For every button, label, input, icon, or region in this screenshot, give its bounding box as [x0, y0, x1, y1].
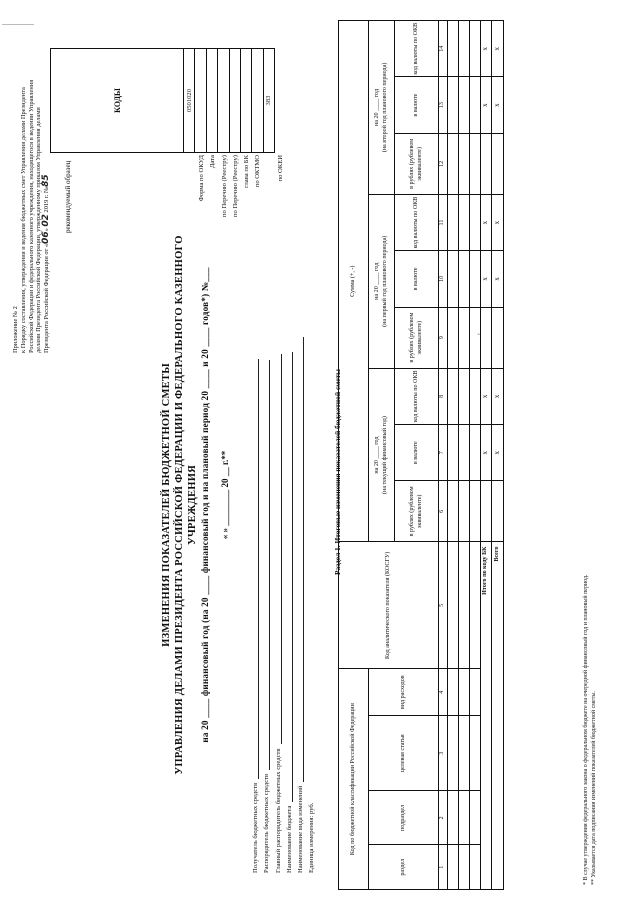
table-cell[interactable] [481, 481, 492, 542]
sub-rub: в рублях (рублевом эквиваленте) [395, 133, 439, 194]
sub-rub: в рублях (рублевом эквиваленте) [395, 307, 439, 368]
code-value[interactable] [240, 49, 251, 153]
year-period: (на текущий финансовый год) [381, 416, 388, 494]
codes-labels [196, 155, 286, 285]
table-cell[interactable] [470, 845, 481, 890]
field-label: Распорядитель бюджетных средств [263, 773, 271, 873]
code-value[interactable] [218, 49, 229, 153]
field-row [259, 333, 270, 873]
sub-okv: код валюты по ОКВ [395, 21, 439, 77]
code-label: по ОКТМО [254, 155, 262, 188]
col-subsection: подраздел [369, 791, 439, 845]
table-cell[interactable] [459, 425, 470, 481]
year-header-plan1 [369, 194, 395, 368]
table-cell[interactable] [481, 133, 492, 194]
appendix-line: Президента Российской Федерации от « [43, 243, 51, 353]
sub-currency: в валюте [395, 425, 439, 481]
x-mark: x [481, 77, 492, 133]
recommended-sample: рекомендуемый образец [63, 160, 72, 233]
field-label: Главный распорядитель бюджетных средств [274, 748, 282, 873]
table-cell[interactable] [470, 791, 481, 845]
title-line-3: на 20 ____ финансовый год (на 20 ____ финансовый год и на плановый период 20 ____ и 20 ____ годов*) №___ [200, 267, 210, 743]
appendix-line: Российской Федерации и федерального казенного учреждения, находящегося в ведении Управления [27, 79, 35, 353]
section-title: Раздел 1. Итоговые изменения показателей бюджетной сметы [333, 369, 342, 575]
x-mark: x [492, 77, 504, 133]
table-cell[interactable] [470, 194, 481, 250]
table-cell[interactable] [492, 133, 504, 194]
index-cell: 7 [439, 425, 448, 481]
appendix-line: к Порядку составления, утверждения и ведения бюджетных смет Управления делами Президента [19, 87, 27, 353]
index-cell: 8 [439, 368, 448, 424]
index-cell: 3 [439, 716, 448, 791]
field-label: Единица измерения: руб. [308, 802, 316, 873]
table-cell[interactable] [459, 368, 470, 424]
table-cell[interactable] [459, 194, 470, 250]
sub-okv: код валюты по ОКВ [395, 194, 439, 250]
table-cell[interactable] [470, 425, 481, 481]
year-header-plan2 [369, 21, 395, 195]
table-cell[interactable] [448, 669, 459, 716]
x-mark: x [481, 194, 492, 250]
table-cell[interactable] [459, 716, 470, 791]
table-cell[interactable] [459, 481, 470, 542]
fill-line[interactable] [261, 360, 270, 770]
table-row [470, 21, 481, 890]
total-bk-label: Итого по коду БК [481, 542, 492, 890]
fill-line[interactable] [250, 359, 259, 779]
fill-line[interactable] [284, 352, 293, 802]
table-cell[interactable] [448, 368, 459, 424]
table-cell[interactable] [459, 845, 470, 890]
x-mark: x [492, 194, 504, 250]
table-cell[interactable] [470, 251, 481, 307]
order-month-handwritten: 02 [41, 214, 52, 227]
table-cell[interactable] [459, 791, 470, 845]
table-cell[interactable] [492, 481, 504, 542]
order-separator: » [43, 226, 51, 232]
index-cell: 14 [439, 21, 448, 77]
field-label: Получатель бюджетных средств [252, 782, 260, 873]
table-cell[interactable] [459, 307, 470, 368]
table-cell[interactable] [459, 21, 470, 77]
fill-line[interactable] [295, 337, 304, 782]
field-label: Наименование вида изменений [296, 785, 304, 873]
field-row [270, 333, 281, 873]
sub-currency: в валюте [395, 251, 439, 307]
table-row [459, 21, 470, 890]
index-cell: 6 [439, 481, 448, 542]
form-fields [248, 333, 315, 873]
codes-header: КОДЫ [51, 49, 184, 153]
code-label: по Перечню (Реестру) [220, 155, 228, 218]
col-target-article: целевая статья [369, 716, 439, 791]
total-bk-row [481, 21, 492, 890]
x-mark: x [492, 425, 504, 481]
footnotes [582, 345, 598, 885]
table-cell[interactable] [448, 251, 459, 307]
field-row [304, 333, 315, 873]
table-cell[interactable] [448, 716, 459, 791]
table-cell[interactable] [470, 133, 481, 194]
form-title [160, 225, 212, 785]
code-label: Форма по ОКУД [198, 155, 205, 202]
code-value[interactable]: 0501020 [184, 49, 195, 153]
appendix-number: Приложение № 2 [12, 306, 19, 353]
kbk-header: Код по бюджетной классификации Российской Федерации [339, 669, 369, 890]
index-cell: 11 [439, 194, 448, 250]
table-cell[interactable] [470, 481, 481, 542]
index-row [439, 21, 448, 890]
table-cell[interactable] [470, 307, 481, 368]
table-cell[interactable] [470, 21, 481, 77]
code-value[interactable] [252, 49, 263, 153]
year-period: (на второй год планового периода) [381, 62, 388, 153]
fill-line[interactable] [273, 354, 282, 744]
code-label: по Перечню (Реестру) [231, 155, 239, 218]
order-number-handwritten: 85 [41, 174, 52, 187]
index-cell: 1 [439, 845, 448, 890]
index-cell: 5 [439, 542, 448, 669]
table-cell[interactable] [470, 77, 481, 133]
index-cell: 13 [439, 77, 448, 133]
total-label: Всего [492, 542, 504, 890]
sum-header: Сумма (+, -) [339, 21, 369, 542]
x-mark: x [481, 21, 492, 77]
codes-table [50, 48, 275, 153]
kosgu-header: Код аналитического показателя (КОСГУ) [339, 542, 439, 669]
date-line: « » ________ 20 __ г.** [220, 450, 230, 540]
table-cell[interactable] [448, 845, 459, 890]
code-label: глава по БК [243, 155, 251, 188]
year-label: на 20 ____ год [374, 262, 381, 300]
code-label [264, 155, 275, 285]
table-cell[interactable] [448, 77, 459, 133]
field-row [293, 333, 304, 873]
table-cell[interactable] [459, 251, 470, 307]
table-cell[interactable] [492, 307, 504, 368]
table-cell[interactable] [459, 133, 470, 194]
index-cell: 9 [439, 307, 448, 368]
year-period: (на первый год планового периода) [381, 235, 388, 327]
code-label: Дата [209, 155, 217, 169]
code-value[interactable] [229, 49, 240, 153]
table-cell[interactable] [470, 669, 481, 716]
code-value[interactable] [195, 49, 206, 153]
table-row [448, 21, 459, 890]
table-cell[interactable] [448, 307, 459, 368]
table-cell[interactable] [448, 194, 459, 250]
code-value[interactable] [206, 49, 217, 153]
footnote: * В случае утверждения федерального закона о федеральном бюджете на очередной финансовый год и плановый период. [583, 574, 589, 885]
footnote: ** Указывается дата подписания изменений показателей бюджетной сметы. [591, 691, 597, 885]
table-cell[interactable] [459, 542, 470, 669]
x-mark: x [492, 251, 504, 307]
order-day-handwritten: 06 [41, 231, 52, 244]
table-cell[interactable] [448, 425, 459, 481]
table-cell[interactable] [448, 481, 459, 542]
x-mark: x [481, 251, 492, 307]
pen-stroke-mark: ʹ [476, 333, 486, 335]
total-row [492, 21, 504, 890]
field-row [282, 333, 293, 873]
index-cell: 12 [439, 133, 448, 194]
index-cell: 2 [439, 791, 448, 845]
table-cell[interactable] [448, 542, 459, 669]
table-cell[interactable] [459, 669, 470, 716]
order-year: 2019 г. № [43, 186, 51, 215]
x-mark: x [492, 368, 504, 424]
col-section: раздел [369, 845, 439, 890]
code-label: по ОКЕИ [277, 155, 285, 182]
title-line-2: УПРАВЛЕНИЯ ДЕЛАМИ ПРЕЗИДЕНТА РОССИЙСКОЙ ФЕДЕРАЦИИ И ФЕДЕРАЛЬНОГО КАЗЕННОГО УЧРЕЖДЕНИЯ [174, 235, 198, 775]
table-cell[interactable] [459, 77, 470, 133]
x-mark: x [481, 425, 492, 481]
sub-rub: в рублях (рублевом эквиваленте) [395, 481, 439, 542]
table-cell[interactable] [470, 542, 481, 669]
sub-okv: код валюты по ОКВ [395, 368, 439, 424]
x-mark: x [481, 368, 492, 424]
table-cell[interactable] [448, 133, 459, 194]
index-cell: 10 [439, 251, 448, 307]
table-cell[interactable] [448, 21, 459, 77]
year-label: на 20 ____ год [374, 436, 381, 474]
sub-currency: в валюте [395, 77, 439, 133]
x-mark: x [492, 21, 504, 77]
title-line-1: ИЗМЕНЕНИЯ ПОКАЗАТЕЛЕЙ БЮДЖЕТНОЙ СМЕТЫ [161, 363, 172, 647]
code-value[interactable]: 383 [263, 49, 274, 153]
table-cell[interactable] [470, 368, 481, 424]
field-row [248, 333, 259, 873]
col-expense-type: вид расходов [369, 669, 439, 716]
field-label: Наименование бюджета [285, 805, 293, 873]
year-header-current [369, 368, 395, 542]
table-cell[interactable] [481, 307, 492, 368]
indicators-table [338, 20, 504, 890]
table-cell[interactable] [470, 716, 481, 791]
year-label: на 20 ____ год [374, 88, 381, 127]
appendix-line: делами Президента Российской Федерации, утвержденному приказом Управления делами [35, 107, 43, 353]
table-cell[interactable] [448, 791, 459, 845]
index-cell: 4 [439, 669, 448, 716]
